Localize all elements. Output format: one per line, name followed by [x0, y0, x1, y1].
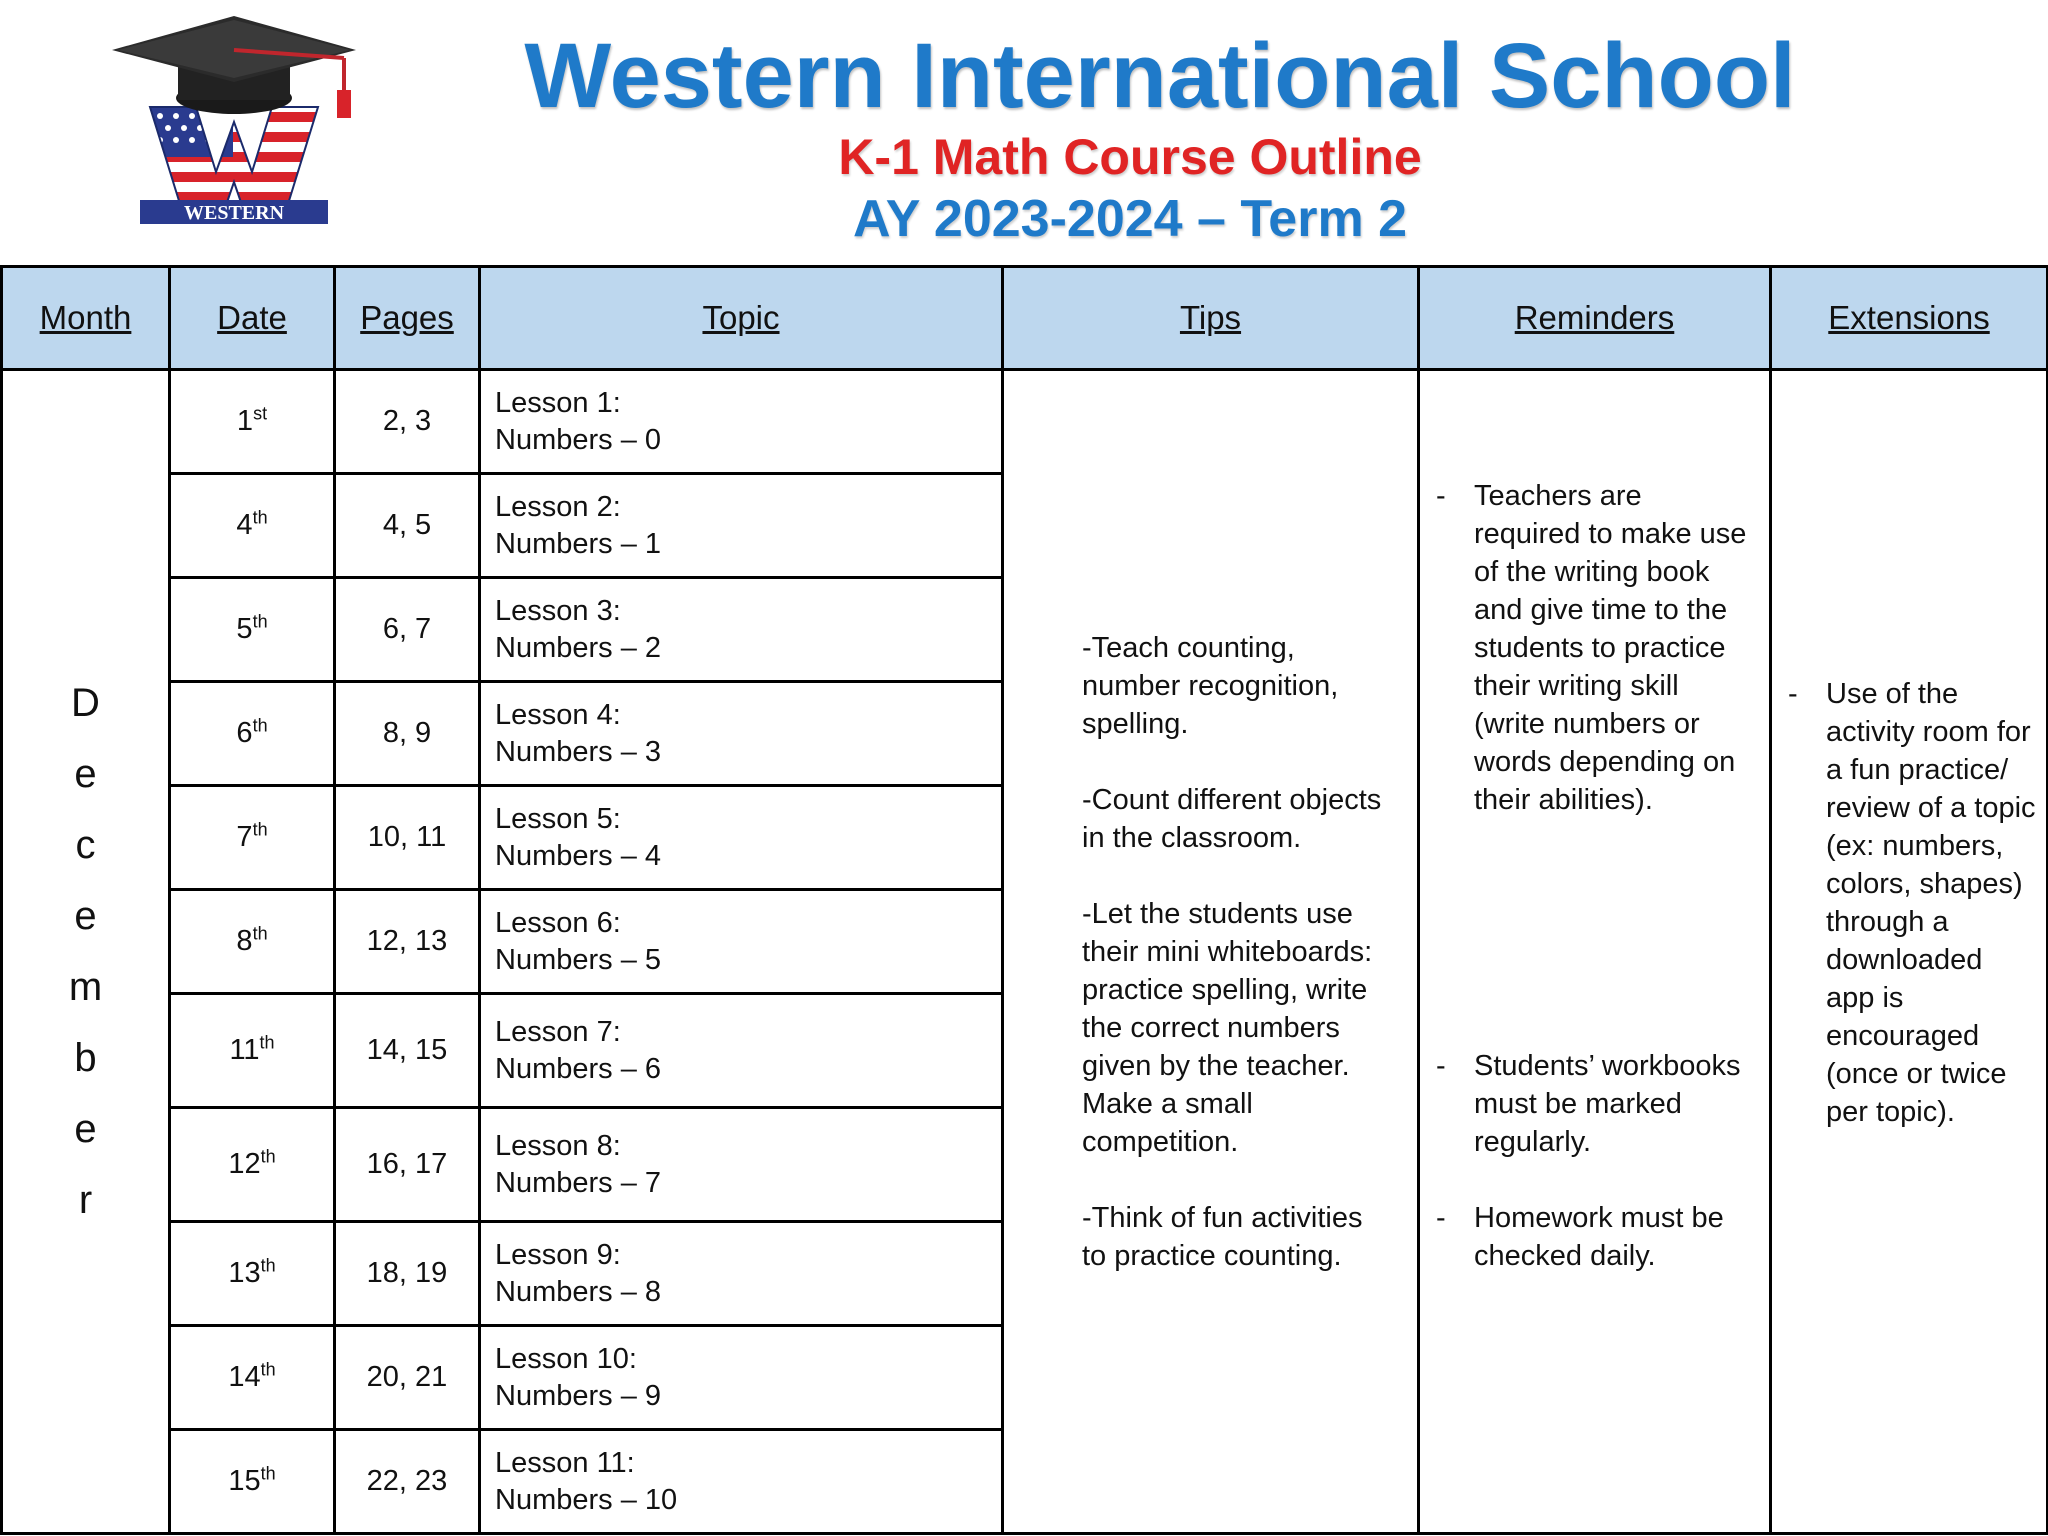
topic-cell: Lesson 10: Numbers – 9 [480, 1326, 1003, 1430]
pages-cell: 18, 19 [335, 1222, 480, 1326]
month-letter: c [75, 822, 96, 867]
reminder-item: - Homework must be checked daily. [1420, 1199, 1755, 1275]
course-title: K-1 Math Course Outline [838, 129, 1422, 185]
reminder-item: - Teachers are required to make use of the writing book and give time to the students to practice their writing skill (write numbers or words depending on their abilities). [1420, 477, 1755, 819]
month-cell [2, 370, 170, 1534]
date-cell: 7th [170, 786, 335, 890]
pages-cell: 20, 21 [335, 1326, 480, 1430]
extensions-cell [1771, 370, 2048, 1534]
tips-cell [1003, 370, 1419, 1534]
pages-cell: 16, 17 [335, 1108, 480, 1222]
month-letter: D [71, 680, 100, 725]
date-cell: 15th [170, 1430, 335, 1534]
month-letter: e [74, 893, 97, 938]
date-cell: 14th [170, 1326, 335, 1430]
tip-item: -Count different objects in the classroom. [1082, 783, 1382, 854]
pages-cell: 10, 11 [335, 786, 480, 890]
reminder-item: - Students’ workbooks must be marked regularly. [1420, 1047, 1755, 1161]
column-header-reminders: Reminders [1419, 267, 1771, 370]
topic-cell: Lesson 8: Numbers – 7 [480, 1108, 1003, 1222]
date-cell: 12th [170, 1108, 335, 1222]
reminders-cell [1419, 370, 1771, 1534]
date-cell: 1st [170, 370, 335, 474]
school-logo [108, 12, 360, 224]
topic-cell: Lesson 1: Numbers – 0 [480, 370, 1003, 474]
pages-cell: 14, 15 [335, 994, 480, 1108]
topic-cell: Lesson 5: Numbers – 4 [480, 786, 1003, 890]
document-header [0, 0, 2048, 264]
tip-item: -Let the students use their mini whiteboards: practice spelling, write the correct numbers given by the teacher. Make a small competition. [1082, 897, 1373, 1158]
month-vertical-text [3, 668, 168, 1236]
month-letter: b [74, 1035, 97, 1080]
month-letter: e [74, 1106, 97, 1151]
month-letter: m [68, 964, 103, 1009]
topic-cell: Lesson 2: Numbers – 1 [480, 474, 1003, 578]
date-cell: 11th [170, 994, 335, 1108]
column-header-pages: Pages [335, 267, 480, 370]
tip-item: -Think of fun activities to practice counting. [1082, 1201, 1363, 1272]
column-header-extensions: Extensions [1771, 267, 2048, 370]
academic-term: AY 2023-2024 – Term 2 [852, 190, 1408, 248]
table-row [2, 370, 2048, 474]
column-header-tips: Tips [1003, 267, 1419, 370]
pages-cell: 22, 23 [335, 1430, 480, 1534]
date-cell: 6th [170, 682, 335, 786]
pages-cell: 4, 5 [335, 474, 480, 578]
month-letter: e [74, 751, 97, 796]
topic-cell: Lesson 11: Numbers – 10 [480, 1430, 1003, 1534]
course-outline-table [0, 265, 2048, 1535]
date-cell: 13th [170, 1222, 335, 1326]
date-cell: 8th [170, 890, 335, 994]
month-letter: r [78, 1177, 93, 1222]
column-header-topic: Topic [480, 267, 1003, 370]
pages-cell: 12, 13 [335, 890, 480, 994]
topic-cell: Lesson 4: Numbers – 3 [480, 682, 1003, 786]
date-cell: 4th [170, 474, 335, 578]
pages-cell: 2, 3 [335, 370, 480, 474]
column-header-month: Month [2, 267, 170, 370]
column-header-date: Date [170, 267, 335, 370]
topic-cell: Lesson 6: Numbers – 5 [480, 890, 1003, 994]
svg-text:WESTERN: WESTERN [183, 202, 285, 224]
table-header-row [2, 267, 2048, 370]
topic-cell: Lesson 9: Numbers – 8 [480, 1222, 1003, 1326]
school-name: Western International School [524, 25, 1796, 127]
extension-item: - Use of the activity room for a fun practice/ review of a topic (ex: numbers, colors, shapes) through a downloaded app is encouraged (once or twice per topic). [1772, 675, 2036, 1131]
date-cell: 5th [170, 578, 335, 682]
tip-item: -Teach counting, number recognition, spelling. [1082, 631, 1339, 740]
pages-cell: 8, 9 [335, 682, 480, 786]
pages-cell: 6, 7 [335, 578, 480, 682]
topic-cell: Lesson 7: Numbers – 6 [480, 994, 1003, 1108]
topic-cell: Lesson 3: Numbers – 2 [480, 578, 1003, 682]
